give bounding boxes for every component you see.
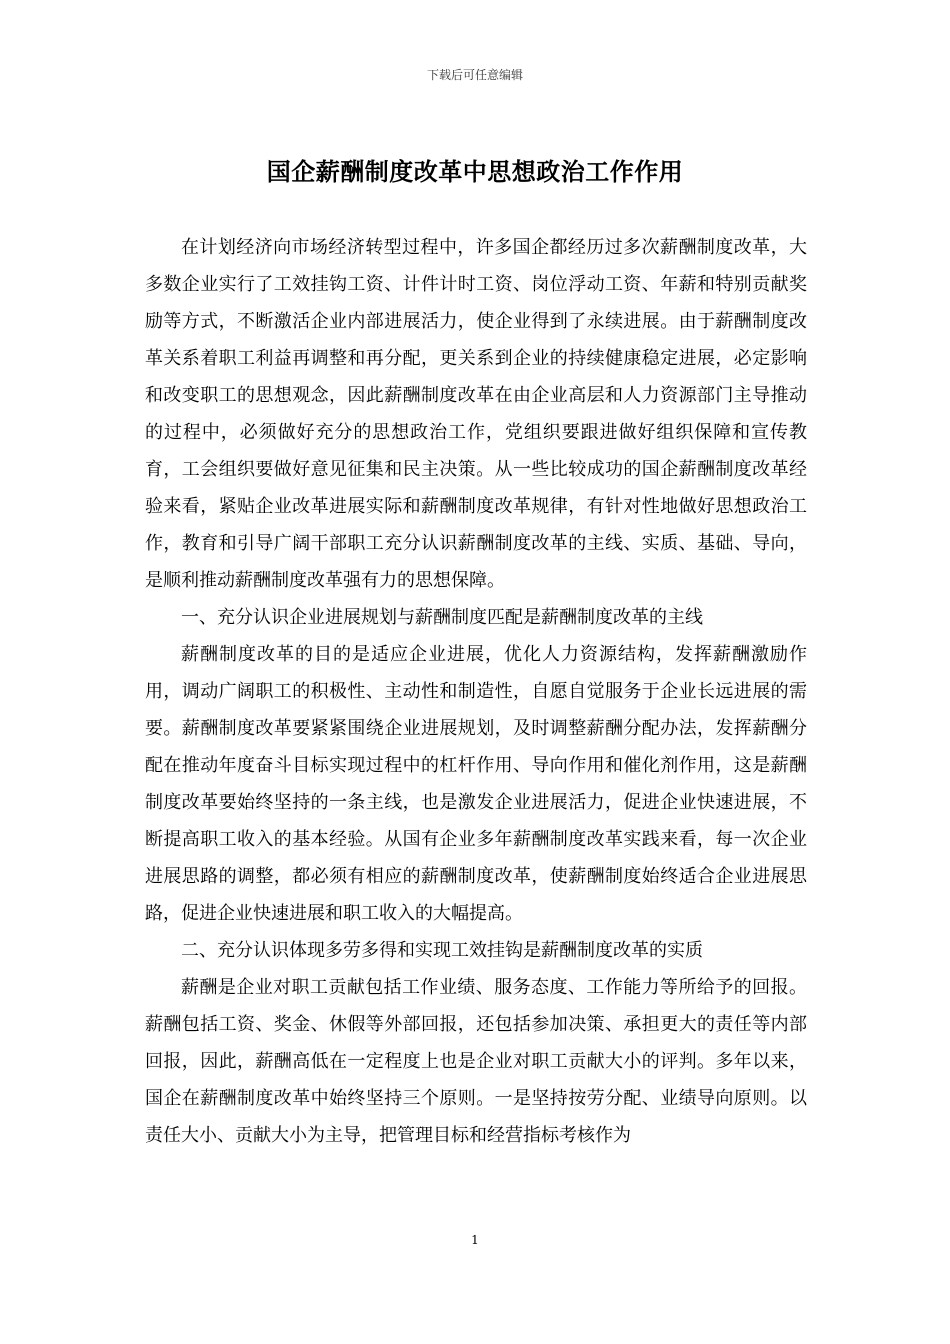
document-body (145, 229, 807, 1154)
page-number: 1 (471, 1233, 479, 1247)
paragraph-section-1: 薪酬制度改革的目的是适应企业进展，优化人力资源结构，发挥薪酬激励作用，调动广阔职工的积极性、主动性和制造性，自愿自觉服务于企业长远进展的需要。薪酬制度改革要紧紧围绕企业进展规划，及时调整薪酬分配办法，发挥薪酬分配在推动年度奋斗目标实现过程中的杠杆作用、导向作用和催化剂作用，这是薪酬制度改革要始终坚持的一条主线，也是激发企业进展活力，促进企业快速进展，不断提高职工收入的基本经验。从国有企业多年薪酬制度改革实践来看，每一次企业进展思路的调整，都必须有相应的薪酬制度改革，使薪酬制度始终适合企业进展思路，促进企业快速进展和职工收入的大幅提高。 (145, 644, 807, 924)
header-note: 下载后可任意编辑 (426, 68, 523, 82)
section-heading-2: 二、充分认识体现多劳多得和实现工效挂钩是薪酬制度改革的实质 (181, 940, 703, 961)
paragraph-section-2: 薪酬是企业对职工贡献包括工作业绩、服务态度、工作能力等所给予的回报。薪酬包括工资、奖金、休假等外部回报，还包括参加决策、承担更大的责任等内部回报，因此，薪酬高低在一定程度上也是企业对职工贡献大小的评判。多年以来，国企在薪酬制度改革中始终坚持三个原则。一是坚持按劳分配、业绩导向原则。以责任大小、贡献大小为主导，把管理目标和经营指标考核作为 (145, 977, 807, 1146)
paragraph-intro: 在计划经济向市场经济转型过程中，许多国企都经历过多次薪酬制度改革，大多数企业实行了工效挂钩工资、计件计时工资、岗位浮动工资、年薪和特别贡献奖励等方式，不断激活企业内部进展活力，使企业得到了永续进展。由于薪酬制度改革关系着职工利益再调整和再分配，更关系到企业的持续健康稳定进展，必定影响和改变职工的思想观念，因此薪酬制度改革在由企业高层和人力资源部门主导推动的过程中，必须做好充分的思想政治工作，党组织要跟进做好组织保障和宣传教育，工会组织要做好意见征集和民主决策。从一些比较成功的国企薪酬制度改革经验来看，紧贴企业改革进展实际和薪酬制度改革规律，有针对性地做好思想政治工作，教育和引导广阔干部职工充分认识薪酬制度改革的主线、实质、基础、导向，是顺利推动薪酬制度改革强有力的思想保障。 (145, 237, 807, 591)
document-title: 国企薪酬制度改革中思想政治工作作用 (266, 157, 684, 186)
section-heading-1: 一、充分认识企业进展规划与薪酬制度匹配是薪酬制度改革的主线 (181, 607, 703, 628)
